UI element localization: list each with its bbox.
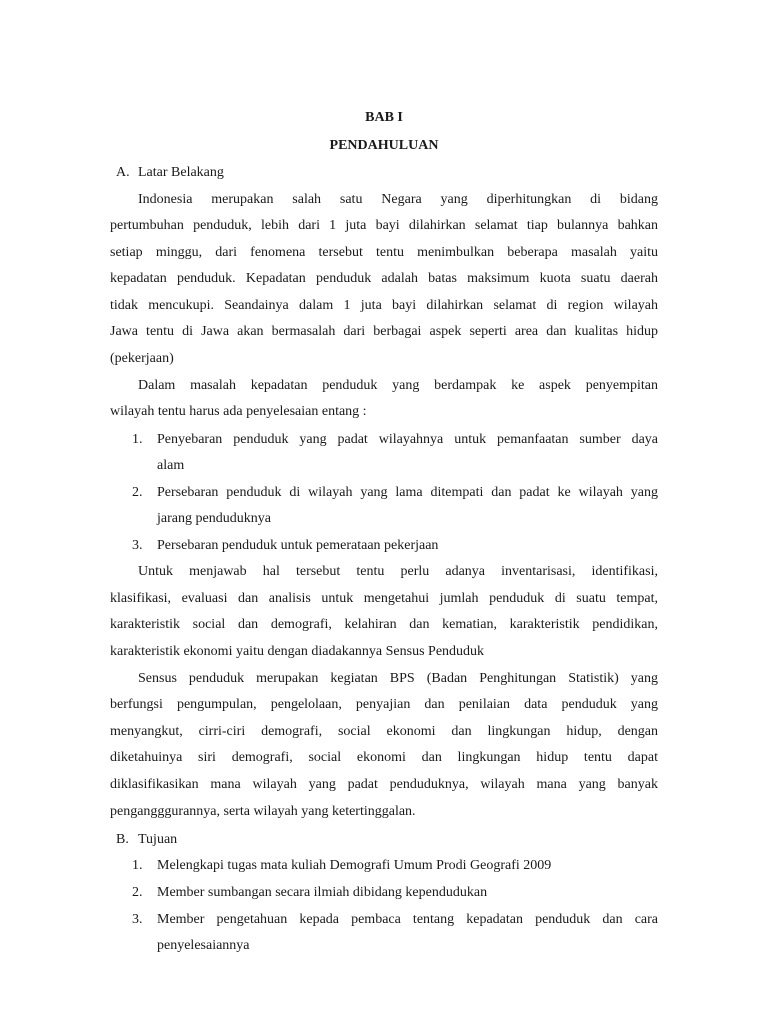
list-b-num-1: 1. [132,858,143,873]
para3-line-3: karakteristik social dan demografi, kelahiran dan kematian, karakteristik pendidikan, [110,617,658,632]
list-a-num-2: 2. [132,485,143,500]
para1-line-1: Indonesia merupakan salah satu Negara yang diperhitungkan di bidang [138,192,658,207]
chapter-label: BAB I [365,110,403,125]
para4-line-5: diklasifikasikan mana wilayah yang padat penduduknya, wilayah mana yang banyak [110,777,658,792]
list-b-item-3-line-1: Member pengetahuan kepada pembaca tentang kepadatan penduduk dan cara [157,912,658,927]
para4-line-6: pengangggurannya, serta wilayah yang ketertinggalan. [110,804,416,819]
para1-line-2: pertumbuhan penduduk, lebih dari 1 juta bayi dilahirkan selamat tiap bulannya bahkan [110,218,658,233]
list-b-item-2-line-1: Member sumbangan secara ilmiah dibidang kependudukan [157,885,488,900]
para3-line-4: karakteristik ekonomi yaitu dengan diadakannya Sensus Penduduk [110,644,485,659]
section-a-heading: Latar Belakang [138,165,224,180]
section-a-marker: A. [116,165,130,180]
para2-line-1: Dalam masalah kepadatan penduduk yang berdampak ke aspek penyempitan [138,378,658,393]
list-a-num-1: 1. [132,432,143,447]
para1-line-4: kepadatan penduduk. Kepadatan penduduk adalah batas maksimum kuota suatu daerah [110,271,658,286]
para4-line-4: diketahuinya siri demografi, social ekonomi dan lingkungan hidup tentu dapat [110,750,658,765]
list-b-item-1-line-1: Melengkapi tugas mata kuliah Demografi Umum Prodi Geografi 2009 [157,858,552,873]
list-b-item-3-line-2: penyelesaiannya [157,938,250,953]
para4-line-3: menyangkut, cirri-ciri demografi, social ekonomi dan lingkungan hidup, dengan [110,724,658,739]
para4-line-2: berfungsi pengumpulan, pengelolaan, penyajian dan penilaian data penduduk yang [110,697,658,712]
chapter-title: PENDAHULUAN [329,138,439,153]
para1-line-7: (pekerjaan) [110,351,174,366]
para3-line-1: Untuk menjawab hal tersebut tentu perlu adanya inventarisasi, identifikasi, [138,564,658,579]
para1-line-5: tidak mencukupi. Seandainya dalam 1 juta bayi dilahirkan selamat di region wilayah [110,298,658,313]
list-a-item-3-line-1: Persebaran penduduk untuk pemerataan pekerjaan [157,538,439,553]
para1-line-3: setiap minggu, dari fenomena tersebut tentu menimbulkan beberapa masalah yaitu [110,245,658,260]
section-b-marker: B. [116,832,129,847]
list-b-num-2: 2. [132,885,143,900]
list-a-item-1-line-2: alam [157,458,185,473]
section-b-heading: Tujuan [138,832,178,847]
list-b-num-3: 3. [132,912,143,927]
para3-line-2: klasifikasi, evaluasi dan analisis untuk mengetahui jumlah penduduk di suatu tempat, [110,591,658,606]
para1-line-6: Jawa tentu di Jawa akan bermasalah dari berbagai aspek seperti area dan kualitas hidup [110,324,658,339]
list-a-num-3: 3. [132,538,143,553]
para4-line-1: Sensus penduduk merupakan kegiatan BPS (Badan Penghitungan Statistik) yang [138,671,658,686]
list-a-item-2-line-2: jarang penduduknya [157,511,271,526]
list-a-item-2-line-1: Persebaran penduduk di wilayah yang lama ditempati dan padat ke wilayah yang [157,485,658,500]
list-a-item-1-line-1: Penyebaran penduduk yang padat wilayahnya untuk pemanfaatan sumber daya [157,432,658,447]
para2-line-2: wilayah tentu harus ada penyelesaian entang : [110,404,367,419]
